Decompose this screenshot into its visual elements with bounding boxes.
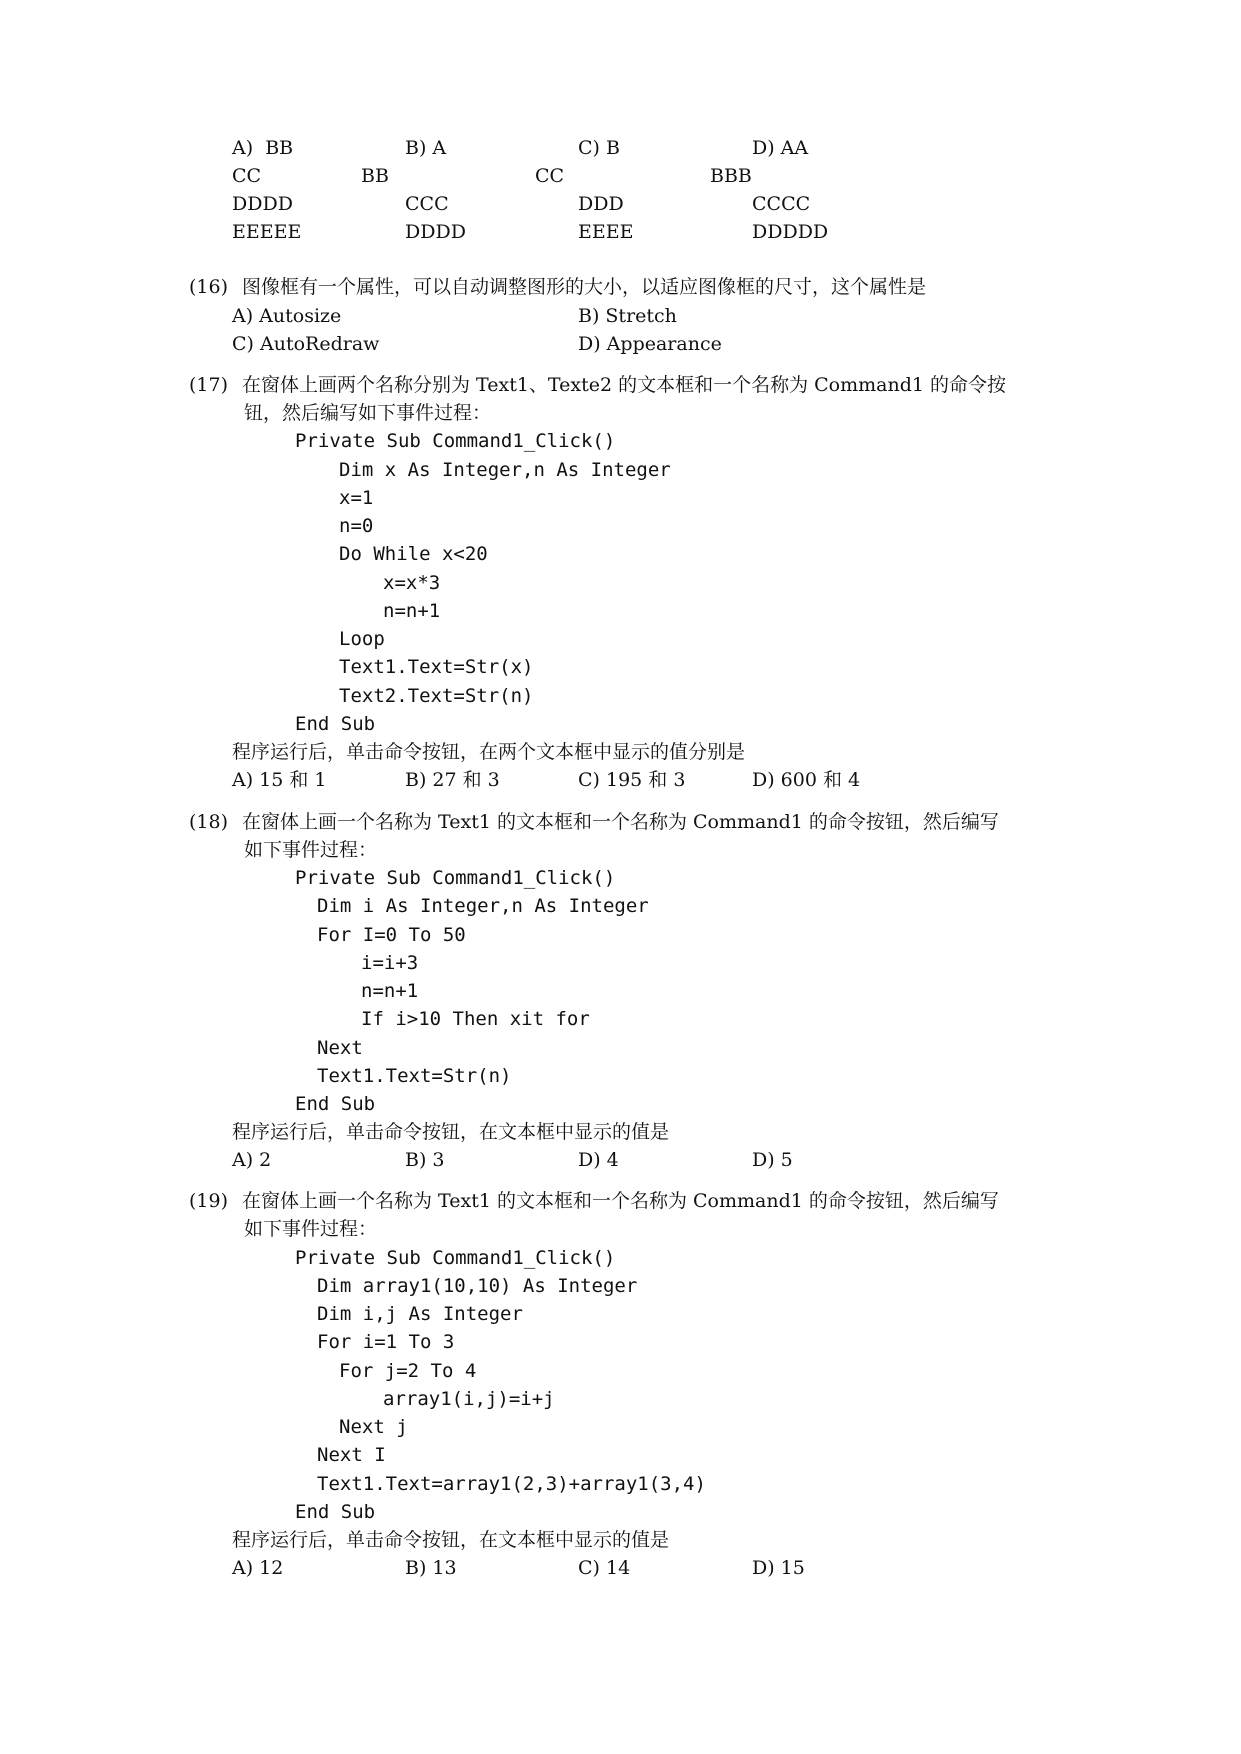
q15-option-a-line2: CC	[232, 165, 262, 187]
q16-option-c: C) AutoRedraw	[232, 333, 380, 355]
code-line: End Sub	[295, 1501, 376, 1523]
question-text-line2: 如下事件过程：	[244, 1218, 378, 1240]
q15-option-d-line1: D) AA	[752, 137, 809, 159]
code-line: n=n+1	[383, 600, 441, 622]
question-number: (18)	[189, 811, 229, 833]
code-line: i=i+3	[361, 952, 419, 974]
question-prompt: 程序运行后，单击命令按钮，在文本框中显示的值是	[232, 1121, 670, 1143]
q18-option-a: A) 2	[232, 1149, 272, 1171]
q15-option-c-line4: EEEE	[578, 221, 634, 243]
code-line: Next	[317, 1037, 363, 1059]
q15-option-d-line3: CCCC	[752, 193, 811, 215]
q15-option-a-line1: A) BB	[232, 137, 294, 159]
q17-option-b: B) 27 和 3	[405, 769, 500, 791]
code-line: Private Sub Command1_Click()	[295, 1247, 616, 1269]
code-line: Dim array1(10,10) As Integer	[317, 1275, 638, 1297]
code-line: n=0	[339, 515, 374, 537]
question-prompt: 程序运行后，单击命令按钮，在两个文本框中显示的值分别是	[232, 741, 746, 763]
q15-option-a-line4: EEEEE	[232, 221, 302, 243]
q18-option-c: D) 4	[578, 1149, 619, 1171]
code-line: Dim x As Integer,n As Integer	[339, 459, 671, 481]
code-line: Text1.Text=array1(2,3)+array1(3,4)	[317, 1473, 706, 1495]
code-line: Dim i As Integer,n As Integer	[317, 895, 649, 917]
question-text-line2: 如下事件过程：	[244, 839, 378, 861]
question-number: (17)	[189, 374, 229, 396]
code-line: For i=1 To 3	[317, 1331, 455, 1353]
code-line: x=1	[339, 487, 374, 509]
code-line: If i>10 Then xit for	[361, 1008, 590, 1030]
code-line: Loop	[339, 628, 385, 650]
q15-option-d-line2: BBB	[710, 165, 752, 187]
code-line: Private Sub Command1_Click()	[295, 430, 616, 452]
code-line: Next I	[317, 1444, 386, 1466]
question-number: (16)	[189, 276, 229, 298]
q15-option-d-line4: DDDDD	[752, 221, 829, 243]
question-text-line1: 在窗体上画一个名称为 Text1 的文本框和一个名称为 Command1 的命令按钮，然后编写	[242, 1190, 999, 1212]
question-text-line1: 在窗体上画两个名称分别为 Text1、Texte2 的文本框和一个名称为 Command1 的命令按	[242, 374, 1006, 396]
code-line: For I=0 To 50	[317, 924, 466, 946]
q19-option-c: C) 14	[578, 1557, 631, 1579]
q15-option-c-line2: CC	[535, 165, 565, 187]
q15-option-b-line3: CCC	[405, 193, 449, 215]
code-line: n=n+1	[361, 980, 419, 1002]
code-line: End Sub	[295, 713, 376, 735]
q15-option-b-line2: BB	[361, 165, 389, 187]
q17-option-d: D) 600 和 4	[752, 769, 861, 791]
q15-option-c-line3: DDD	[578, 193, 624, 215]
q15-option-b-line1: B) A	[405, 137, 447, 159]
code-line: End Sub	[295, 1093, 376, 1115]
question-number: (19)	[189, 1190, 229, 1212]
code-line: Text2.Text=Str(n)	[339, 685, 534, 707]
q15-option-a-line3: DDDD	[232, 193, 293, 215]
q19-option-a: A) 12	[232, 1557, 284, 1579]
code-line: Private Sub Command1_Click()	[295, 867, 616, 889]
code-line: Dim i,j As Integer	[317, 1303, 523, 1325]
q15-option-b-line4: DDDD	[405, 221, 466, 243]
q18-option-d: D) 5	[752, 1149, 793, 1171]
code-line: Do While x<20	[339, 543, 488, 565]
q16-option-d: D) Appearance	[578, 333, 722, 355]
question-text-line1: 在窗体上画一个名称为 Text1 的文本框和一个名称为 Command1 的命令按钮，然后编写	[242, 811, 999, 833]
question-prompt: 程序运行后，单击命令按钮，在文本框中显示的值是	[232, 1529, 670, 1551]
question-text: 图像框有一个属性，可以自动调整图形的大小，以适应图像框的尺寸，这个属性是	[242, 276, 927, 298]
code-line: array1(i,j)=i+j	[383, 1388, 555, 1410]
q18-option-b: B) 3	[405, 1149, 445, 1171]
q15-option-c-line1: C) B	[578, 137, 620, 159]
question-text-line2: 钮，然后编写如下事件过程：	[244, 402, 492, 424]
q16-option-a: A) Autosize	[232, 305, 342, 327]
q17-option-a: A) 15 和 1	[232, 769, 327, 791]
code-line: For j=2 To 4	[339, 1360, 477, 1382]
q17-option-c: C) 195 和 3	[578, 769, 686, 791]
code-line: x=x*3	[383, 572, 441, 594]
code-line: Next j	[339, 1416, 408, 1438]
code-line: Text1.Text=Str(x)	[339, 656, 534, 678]
q19-option-d: D) 15	[752, 1557, 805, 1579]
q19-option-b: B) 13	[405, 1557, 457, 1579]
q16-option-b: B) Stretch	[578, 305, 677, 327]
code-line: Text1.Text=Str(n)	[317, 1065, 512, 1087]
